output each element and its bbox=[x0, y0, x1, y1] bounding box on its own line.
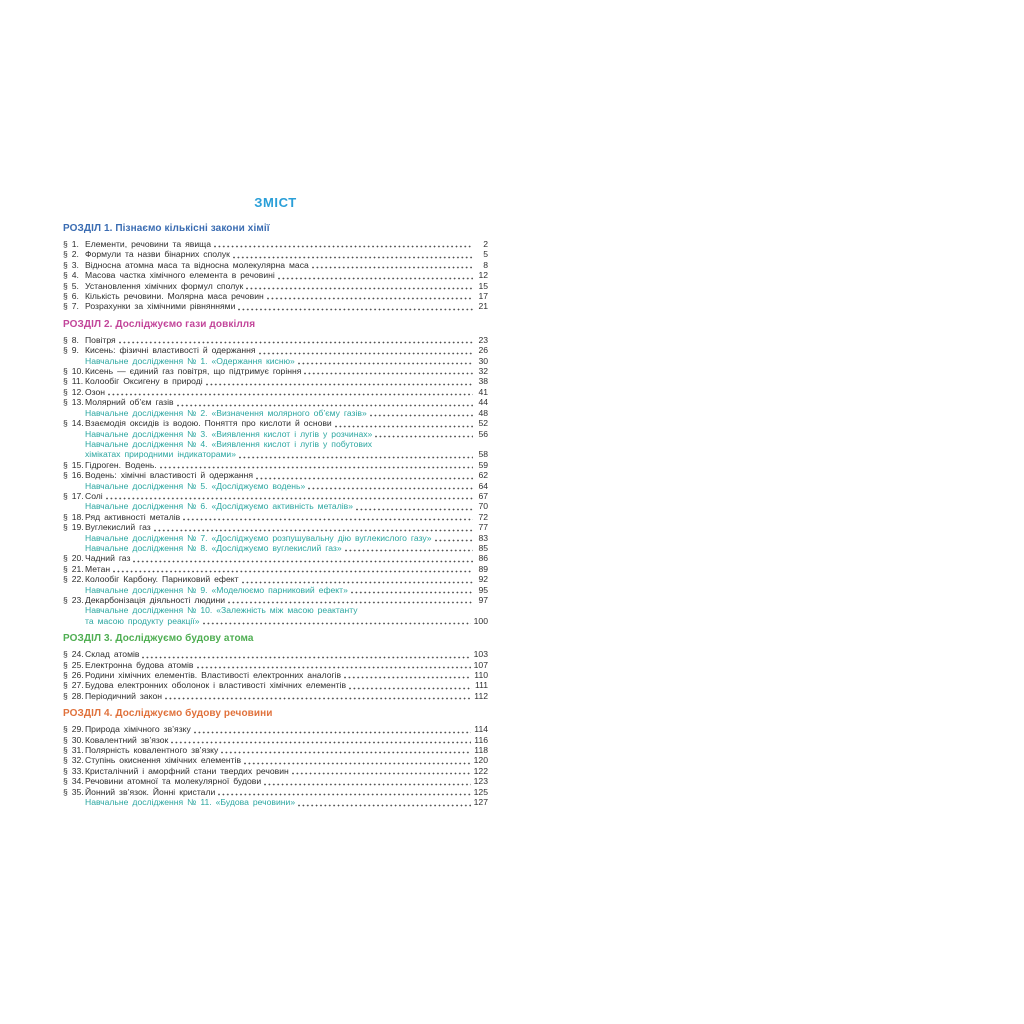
paragraph-number: § 10. bbox=[63, 366, 84, 377]
entry-title: Навчальне дослідження № 1. «Одержання кисню» bbox=[85, 355, 295, 366]
page-number: 112 bbox=[474, 690, 488, 701]
page-number: 95 bbox=[478, 584, 488, 595]
entry-title: Кисень: фізичні властивості й одержання bbox=[85, 345, 256, 356]
toc-sections bbox=[63, 223, 488, 808]
dot-leader bbox=[308, 487, 473, 490]
paragraph-number: § 24. bbox=[63, 649, 84, 660]
dot-leader bbox=[344, 676, 471, 679]
entry-title: та масою продукту реакції» bbox=[85, 615, 200, 626]
entry-title: Чадний газ bbox=[85, 553, 131, 564]
paragraph-number: § 2. bbox=[63, 249, 79, 260]
dot-leader bbox=[335, 425, 473, 428]
toc-entry bbox=[63, 345, 488, 355]
dot-leader bbox=[218, 793, 470, 796]
page-number: 52 bbox=[478, 418, 488, 429]
paragraph-number: § 6. bbox=[63, 291, 79, 302]
table-of-contents bbox=[63, 195, 488, 808]
paragraph-number: § 4. bbox=[63, 270, 79, 281]
toc-entry bbox=[63, 680, 488, 690]
entry-title: Декарбонізація діяльності людини bbox=[85, 595, 226, 605]
dot-leader bbox=[165, 697, 471, 700]
page-number: 123 bbox=[473, 776, 488, 787]
page-number: 92 bbox=[478, 574, 488, 585]
page-number: 2 bbox=[483, 239, 488, 249]
toc-entry bbox=[63, 745, 488, 755]
entry-title: Розрахунки за хімічними рівняннями bbox=[85, 301, 236, 312]
page-number: 125 bbox=[473, 786, 488, 797]
entry-title: Озон bbox=[85, 386, 106, 397]
dot-leader bbox=[171, 741, 471, 744]
entry-title: Солі bbox=[85, 490, 103, 501]
paragraph-number: § 32. bbox=[63, 755, 84, 766]
toc-entry bbox=[63, 787, 488, 797]
page-number: 56 bbox=[478, 428, 488, 439]
page-number: 17 bbox=[478, 291, 488, 302]
entry-title: Йонний зв’язок. Йонні кристали bbox=[85, 786, 216, 797]
toc-section bbox=[63, 633, 488, 701]
toc-entry bbox=[63, 460, 488, 470]
toc-entry bbox=[63, 418, 488, 428]
entry-title: Навчальне дослідження № 2. «Визначення молярного об’єму газів» bbox=[85, 407, 367, 418]
page-number: 48 bbox=[478, 407, 488, 418]
entry-title: Метан bbox=[85, 563, 111, 574]
page-number: 72 bbox=[478, 511, 488, 522]
entry-title: Періодичний закон bbox=[85, 690, 162, 701]
page-number: 103 bbox=[473, 649, 488, 660]
page-number: 21 bbox=[478, 301, 488, 312]
paragraph-number: § 17. bbox=[63, 490, 84, 501]
paragraph-number: § 14. bbox=[63, 418, 84, 429]
toc-subentry bbox=[63, 356, 488, 366]
page-number: 122 bbox=[473, 765, 488, 776]
section-heading: РОЗДІЛ 1. Пізнаємо кількісні закони хімії bbox=[63, 223, 270, 234]
toc-entry bbox=[63, 660, 488, 670]
dot-leader bbox=[197, 666, 471, 669]
entry-title: Навчальне дослідження № 3. «Виявлення кислот і лугів у розчинах» bbox=[85, 428, 373, 439]
toc-entry bbox=[63, 735, 488, 745]
page-number: 64 bbox=[478, 480, 488, 491]
toc-entry bbox=[63, 270, 488, 280]
dot-leader bbox=[267, 297, 473, 300]
page-number: 23 bbox=[478, 334, 488, 345]
dot-leader bbox=[119, 341, 473, 344]
entry-title: Установлення хімічних формул сполук bbox=[85, 280, 244, 291]
dot-leader bbox=[194, 731, 471, 734]
toc-entry bbox=[63, 249, 488, 259]
entry-title: Навчальне дослідження № 8. «Досліджуємо вуглекислий газ» bbox=[85, 542, 342, 553]
entry-title: Масова частка хімічного елемента в речовині bbox=[85, 270, 275, 281]
toc-subentry bbox=[63, 501, 488, 511]
entry-title: Взаємодія оксидів із водою. Поняття про кислоти й основи bbox=[85, 418, 332, 429]
toc-entry bbox=[63, 564, 488, 574]
dot-leader bbox=[214, 245, 473, 248]
toc-entry bbox=[63, 553, 488, 563]
paragraph-number: § 15. bbox=[63, 459, 84, 470]
entry-title: Навчальне дослідження № 6. «Досліджуємо активність металів» bbox=[85, 501, 353, 512]
toc-entry bbox=[63, 776, 488, 786]
toc-entry bbox=[63, 387, 488, 397]
entry-title: Відносна атомна маса та відносна молекулярна маса bbox=[85, 259, 309, 270]
paragraph-number: § 5. bbox=[63, 280, 79, 291]
entry-title: Колообіг Оксигену в природі bbox=[85, 376, 203, 387]
page-number: 127 bbox=[473, 797, 488, 808]
toc-entry bbox=[63, 649, 488, 659]
entry-title: Водень: хімічні властивості й одержання bbox=[85, 470, 254, 481]
dot-leader bbox=[356, 508, 473, 511]
dot-leader bbox=[370, 414, 473, 417]
page-number: 26 bbox=[478, 345, 488, 356]
toc-entry bbox=[63, 595, 488, 605]
page-number: 89 bbox=[478, 563, 488, 574]
toc-entry bbox=[63, 574, 488, 584]
paragraph-number: § 25. bbox=[63, 659, 84, 670]
dot-leader bbox=[244, 762, 471, 765]
entry-title: Навчальне дослідження № 10. «Залежність між масою реактанту bbox=[85, 605, 358, 616]
paragraph-number: § 35. bbox=[63, 786, 84, 797]
dot-leader bbox=[349, 687, 472, 690]
entry-title: Повітря bbox=[85, 334, 116, 345]
dot-leader bbox=[246, 287, 473, 290]
toc-entry bbox=[63, 670, 488, 680]
toc-subentry bbox=[63, 449, 488, 459]
paragraph-number: § 11. bbox=[63, 376, 84, 387]
toc-entry bbox=[63, 522, 488, 532]
paragraph-number: § 22. bbox=[63, 574, 84, 585]
dot-leader bbox=[298, 804, 471, 807]
toc-entry bbox=[63, 470, 488, 480]
paragraph-number: § 9. bbox=[63, 345, 79, 356]
page-number: 111 bbox=[474, 680, 488, 691]
entry-title: Кількість речовини. Молярна маса речовин bbox=[85, 291, 264, 302]
entry-title: Навчальне дослідження № 7. «Досліджуємо розпушувальну дію вуглекислого газу» bbox=[85, 532, 432, 543]
toc-entry bbox=[63, 691, 488, 701]
toc-section bbox=[63, 223, 488, 312]
page-number: 86 bbox=[478, 553, 488, 564]
toc-entry bbox=[63, 366, 488, 376]
page-number: 77 bbox=[478, 522, 488, 533]
dot-leader bbox=[239, 456, 473, 459]
dot-leader bbox=[375, 435, 473, 438]
paragraph-number: § 3. bbox=[63, 259, 79, 270]
page-number: 5 bbox=[483, 249, 488, 260]
paragraph-number: § 29. bbox=[63, 724, 84, 735]
dot-leader bbox=[177, 404, 473, 407]
toc-subentry bbox=[63, 543, 488, 553]
dot-leader bbox=[312, 266, 473, 269]
toc-subentry bbox=[63, 429, 488, 439]
toc-entry bbox=[63, 755, 488, 765]
entry-title: Речовини атомної та молекулярної будови bbox=[85, 776, 262, 787]
paragraph-number: § 20. bbox=[63, 553, 84, 564]
page-number: 59 bbox=[478, 459, 488, 470]
entry-title: Кисень — єдиний газ повітря, що підтримує горіння bbox=[85, 366, 302, 377]
dot-leader bbox=[113, 570, 473, 573]
paragraph-number: § 12. bbox=[63, 386, 84, 397]
dot-leader bbox=[264, 783, 471, 786]
toc-subentry bbox=[63, 616, 488, 626]
dot-leader bbox=[298, 362, 473, 365]
entry-title: Елементи, речовини та явища bbox=[85, 239, 211, 249]
page-number: 32 bbox=[478, 366, 488, 377]
dot-leader bbox=[238, 308, 473, 311]
entry-title: Будова електронних оболонок і властивості хімічних елементів bbox=[85, 680, 347, 691]
toc-entry bbox=[63, 376, 488, 386]
toc-entry bbox=[63, 260, 488, 270]
paragraph-number: § 19. bbox=[63, 522, 84, 533]
toc-subentry bbox=[63, 533, 488, 543]
paragraph-number: § 28. bbox=[63, 690, 84, 701]
toc-entry bbox=[63, 239, 488, 249]
entry-title: Колообіг Карбону. Парниковий ефект bbox=[85, 574, 239, 585]
page-number: 70 bbox=[478, 501, 488, 512]
dot-leader bbox=[206, 383, 473, 386]
toc-subentry bbox=[63, 408, 488, 418]
page-number: 44 bbox=[478, 397, 488, 408]
dot-leader bbox=[292, 772, 471, 775]
page-number: 114 bbox=[474, 724, 488, 735]
dot-leader bbox=[242, 581, 473, 584]
toc-entry bbox=[63, 491, 488, 501]
section-heading: РОЗДІЛ 2. Досліджуємо гази довкілля bbox=[63, 318, 256, 330]
page-number: 41 bbox=[478, 386, 488, 397]
page-number: 85 bbox=[478, 542, 488, 553]
paragraph-number: § 31. bbox=[63, 745, 84, 756]
dot-leader bbox=[233, 256, 473, 259]
entry-title: Електронна будова атомів bbox=[85, 659, 194, 670]
toc-entry bbox=[63, 512, 488, 522]
dot-leader bbox=[108, 393, 473, 396]
page-number: 8 bbox=[483, 259, 488, 270]
page-number: 100 bbox=[473, 615, 488, 626]
page-number: 67 bbox=[478, 490, 488, 501]
dot-leader bbox=[259, 352, 473, 355]
toc-subentry bbox=[63, 605, 488, 615]
paragraph-number: § 33. bbox=[63, 765, 84, 776]
paragraph-number: § 30. bbox=[63, 734, 84, 745]
entry-title: Гідроген. Водень. bbox=[85, 459, 157, 470]
paragraph-number: § 8. bbox=[63, 334, 79, 345]
paragraph-number: § 18. bbox=[63, 511, 84, 522]
entry-title: Склад атомів bbox=[85, 649, 140, 660]
entry-title: Формули та назви бінарних сполук bbox=[85, 249, 230, 260]
toc-section bbox=[63, 708, 488, 807]
paragraph-number: § 16. bbox=[63, 470, 84, 481]
dot-leader bbox=[203, 622, 471, 625]
page-number: 110 bbox=[474, 670, 488, 681]
dot-leader bbox=[106, 497, 473, 500]
toc-entry bbox=[63, 291, 488, 301]
entry-title: Родини хімічних елементів. Властивості електронних аналогів bbox=[85, 670, 342, 681]
toc-subentry bbox=[63, 797, 488, 807]
entry-title: Молярний об’єм газів bbox=[85, 397, 174, 408]
toc-entry bbox=[63, 766, 488, 776]
page-number: 120 bbox=[473, 755, 488, 766]
entry-title: Ряд активності металів bbox=[85, 511, 181, 522]
entry-title: Навчальне дослідження № 9. «Моделюємо парниковий ефект» bbox=[85, 584, 348, 595]
section-heading: РОЗДІЛ 3. Досліджуємо будову атома bbox=[63, 633, 254, 645]
page-number: 97 bbox=[478, 595, 488, 605]
toc-entry bbox=[63, 397, 488, 407]
entry-title: Ступінь окиснення хімічних елементів bbox=[85, 755, 242, 766]
toc-entry bbox=[63, 281, 488, 291]
dot-leader bbox=[228, 601, 473, 604]
paragraph-number: § 27. bbox=[63, 680, 84, 691]
dot-leader bbox=[142, 656, 470, 659]
paragraph-number: § 23. bbox=[63, 595, 84, 605]
entry-title: Навчальне дослідження № 5. «Досліджуємо водень» bbox=[85, 480, 306, 491]
page-number: 62 bbox=[478, 470, 488, 481]
paragraph-number: § 21. bbox=[63, 563, 84, 574]
page-number: 116 bbox=[474, 734, 488, 745]
paragraph-number: § 13. bbox=[63, 397, 84, 408]
dot-leader bbox=[183, 518, 473, 521]
entry-title: Природа хімічного зв’язку bbox=[85, 724, 191, 735]
page-number: 12 bbox=[478, 270, 488, 281]
toc-subentry bbox=[63, 585, 488, 595]
dot-leader bbox=[345, 549, 473, 552]
entry-title: Полярність ковалентного зв’язку bbox=[85, 745, 219, 756]
toc-entry bbox=[63, 335, 488, 345]
toc-entry bbox=[63, 301, 488, 311]
toc-section bbox=[63, 319, 488, 626]
toc-entry bbox=[63, 724, 488, 734]
page-title: ЗМІСТ bbox=[254, 195, 297, 210]
dot-leader bbox=[160, 466, 473, 469]
paragraph-number: § 1. bbox=[63, 239, 79, 249]
entry-title: Навчальне дослідження № 11. «Будова речовини» bbox=[85, 797, 296, 808]
dot-leader bbox=[154, 529, 473, 532]
dot-leader bbox=[256, 477, 473, 480]
page-number: 30 bbox=[478, 355, 488, 366]
page-number: 83 bbox=[478, 532, 488, 543]
entry-title: Кристалічний і аморфний стани твердих речовин bbox=[85, 765, 289, 776]
page-number: 15 bbox=[478, 280, 488, 291]
entry-title: хімікатах природними індикаторами» bbox=[85, 449, 237, 460]
dot-leader bbox=[221, 751, 471, 754]
paragraph-number: § 34. bbox=[63, 776, 84, 787]
section-heading: РОЗДІЛ 4. Досліджуємо будову речовини bbox=[63, 708, 273, 720]
page-number: 107 bbox=[473, 659, 488, 670]
paragraph-number: § 7. bbox=[63, 301, 79, 312]
dot-leader bbox=[278, 277, 473, 280]
dot-leader bbox=[133, 560, 473, 563]
dot-leader bbox=[304, 372, 473, 375]
paragraph-number: § 26. bbox=[63, 670, 84, 681]
entry-title: Вуглекислий газ bbox=[85, 522, 151, 533]
entry-title: Ковалентний зв’язок bbox=[85, 734, 169, 745]
toc-subentry bbox=[63, 439, 488, 449]
toc-subentry bbox=[63, 481, 488, 491]
dot-leader bbox=[351, 591, 473, 594]
dot-leader bbox=[435, 539, 473, 542]
page-number: 38 bbox=[478, 376, 488, 387]
page-number: 118 bbox=[474, 745, 488, 756]
page-number: 58 bbox=[478, 449, 488, 460]
entry-title: Навчальне дослідження № 4. «Виявлення кислот і лугів у побутових bbox=[85, 438, 373, 449]
